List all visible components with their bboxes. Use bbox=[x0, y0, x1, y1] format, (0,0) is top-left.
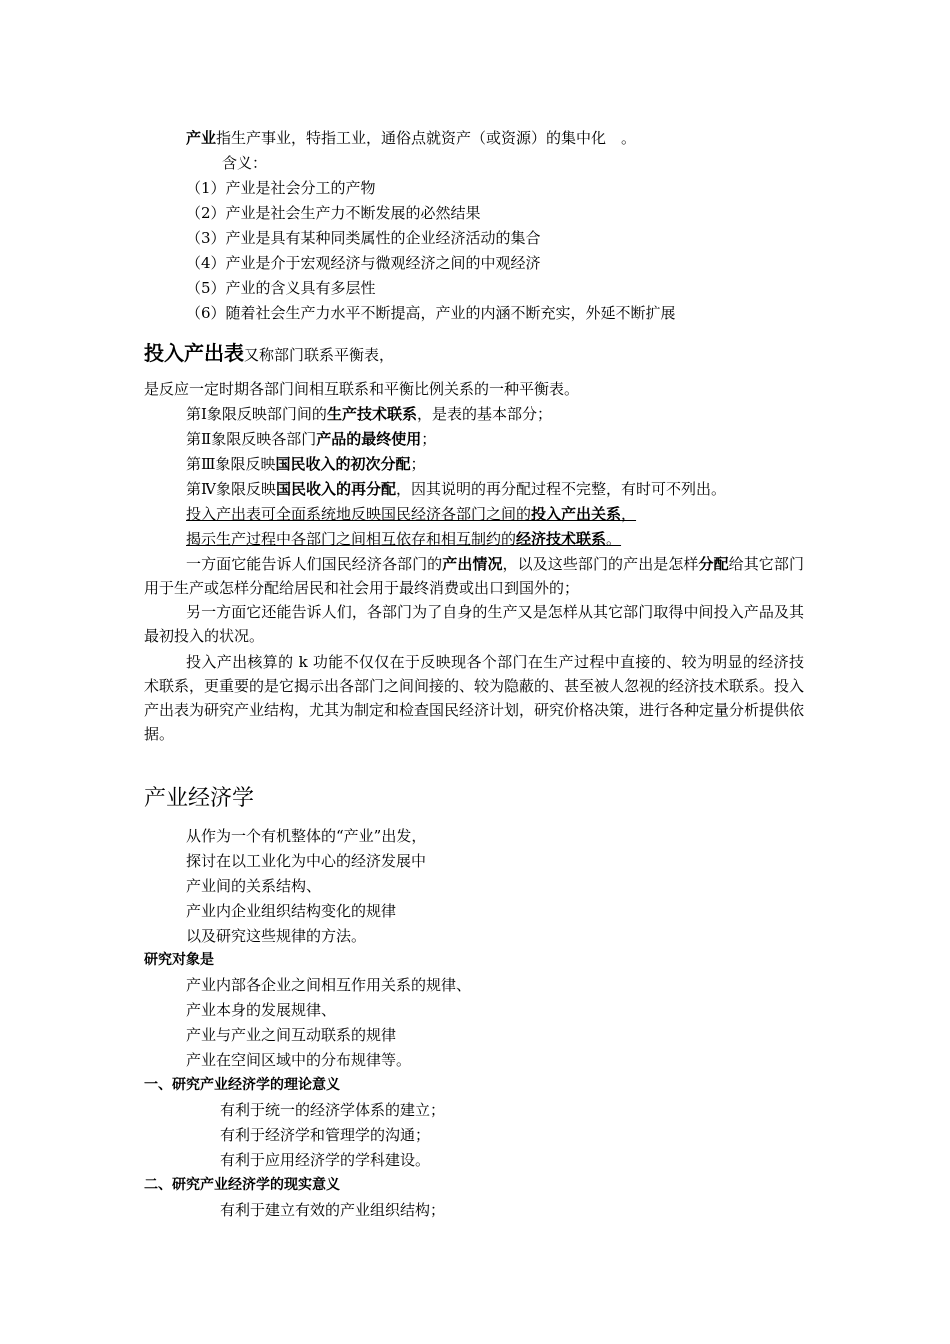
io-paragraph-3: 投入产出核算的 k 功能不仅仅在于反映现各个部门在生产过程中直接的、较为明显的经济技术联系，更重要的是它揭示出各部门之间间接的、较为隐蔽的、甚至被人忽视的经济技术联系。投入产出表为研究产业结构，尤其为制定和检查国民经济计划，研究价格决策，进行各种定量分析提供依据。 bbox=[144, 653, 805, 743]
scope-line-1: 从作为一个有机整体的“产业”出发， bbox=[186, 827, 427, 845]
q3-post: ； bbox=[410, 455, 426, 473]
practice-item-1: 有利于建立有效的产业组织结构； bbox=[220, 1201, 446, 1219]
ul1-post: ， bbox=[621, 505, 637, 523]
meaning-item-4: （4）产业是介于宏观经济与微观经济之间的中观经济 bbox=[186, 254, 541, 272]
meaning-label: 含义： bbox=[222, 154, 268, 172]
q4-bold: 国民收入的再分配 bbox=[276, 480, 397, 498]
industry-definition bbox=[186, 126, 636, 150]
q3-pre: 第Ⅲ象限反映 bbox=[186, 455, 276, 473]
quadrant-1 bbox=[186, 402, 552, 426]
quadrant-4 bbox=[186, 477, 726, 501]
ul2-post: 。 bbox=[606, 530, 622, 548]
q1-post: ，是表的基本部分； bbox=[416, 405, 552, 423]
object-item-4: 产业在空间区域中的分布规律等。 bbox=[186, 1051, 412, 1069]
p1-bold-1: 产出情况 bbox=[442, 555, 503, 573]
io-paragraph-1 bbox=[144, 552, 804, 600]
q4-post: ，因其说明的再分配过程不完整，有时可不列出。 bbox=[396, 480, 727, 498]
q1-bold: 生产技术联系 bbox=[326, 405, 417, 423]
ul2-pre: 揭示生产过程中各部门之间相互依存和相互制约的 bbox=[186, 530, 517, 548]
theory-item-1: 有利于统一的经济学体系的建立； bbox=[220, 1101, 446, 1119]
p1-mid: ，以及这些部门的产出是怎样 bbox=[502, 555, 699, 573]
meaning-item-5: （5）产业的含义具有多层性 bbox=[186, 279, 376, 297]
meaning-item-3: （3）产业是具有某种同类属性的企业经济活动的集合 bbox=[186, 229, 541, 247]
scope-line-2: 探讨在以工业化为中心的经济发展中 bbox=[186, 852, 427, 870]
q1-pre: 第Ⅰ象限反映部门间的 bbox=[186, 405, 327, 423]
q2-pre: 第Ⅱ象限反映各部门 bbox=[186, 430, 317, 448]
industry-definition-text: 指生产事业，特指工业，通俗点就资产（或资源）的集中化 。 bbox=[216, 129, 637, 147]
research-objects-label: 研究对象是 bbox=[144, 952, 214, 968]
industry-term: 产业 bbox=[186, 129, 217, 147]
scope-line-4: 产业内企业组织结构变化的规律 bbox=[186, 902, 397, 920]
io-table-title-suffix: 又称部门联系平衡表， bbox=[244, 346, 395, 364]
theory-item-3: 有利于应用经济学的学科建设。 bbox=[220, 1151, 431, 1169]
p1-bold-2: 分配 bbox=[698, 555, 729, 573]
io-paragraph-2: 另一方面它还能告诉人们，各部门为了自身的生产又是怎样从其它部门取得中间投入产品及其最初投入的状况。 bbox=[144, 603, 804, 645]
object-item-3: 产业与产业之间互动联系的规律 bbox=[186, 1026, 397, 1044]
quadrant-3 bbox=[186, 452, 426, 476]
p1-pre: 一方面它能告诉人们国民经济各部门的 bbox=[186, 555, 443, 573]
scope-line-5: 以及研究这些规律的方法。 bbox=[186, 927, 367, 945]
meaning-item-1: （1）产业是社会分工的产物 bbox=[186, 179, 376, 197]
ul2-bold: 经济技术联系 bbox=[516, 530, 607, 548]
quadrant-2 bbox=[186, 427, 436, 451]
theory-significance-heading: 一、研究产业经济学的理论意义 bbox=[144, 1077, 340, 1093]
q3-bold: 国民收入的初次分配 bbox=[275, 455, 411, 473]
theory-item-2: 有利于经济学和管理学的沟通； bbox=[220, 1126, 431, 1144]
io-table-definition: 是反应一定时期各部门间相互联系和平衡比例关系的一种平衡表。 bbox=[144, 380, 580, 398]
meaning-item-2: （2）产业是社会生产力不断发展的必然结果 bbox=[186, 204, 481, 222]
practical-significance-heading: 二、研究产业经济学的现实意义 bbox=[144, 1177, 340, 1193]
io-relation-line bbox=[186, 502, 636, 526]
ul1-bold: 投入产出关系 bbox=[531, 505, 622, 523]
industrial-economics-title: 产业经济学 bbox=[144, 786, 255, 811]
meaning-item-6: （6）随着社会生产力水平不断提高，产业的内涵不断充实，外延不断扩展 bbox=[186, 304, 676, 322]
io-table-heading bbox=[144, 338, 394, 370]
object-item-1: 产业内部各企业之间相互作用关系的规律、 bbox=[186, 976, 472, 994]
q2-post: ； bbox=[421, 430, 437, 448]
q2-bold: 产品的最终使用 bbox=[316, 430, 422, 448]
p1-post: 给其它部门用于生产或怎样分配给居民和社会用于最终消费或出口到国外的； bbox=[144, 555, 804, 597]
object-item-2: 产业本身的发展规律、 bbox=[186, 1001, 337, 1019]
q4-pre: 第Ⅳ象限反映 bbox=[186, 480, 276, 498]
io-table-title: 投入产出表 bbox=[144, 341, 244, 365]
scope-line-3: 产业间的关系结构、 bbox=[186, 877, 322, 895]
io-tech-line bbox=[186, 527, 621, 551]
ul1-pre: 投入产出表可全面系统地反映国民经济各部门之间的 bbox=[186, 505, 532, 523]
